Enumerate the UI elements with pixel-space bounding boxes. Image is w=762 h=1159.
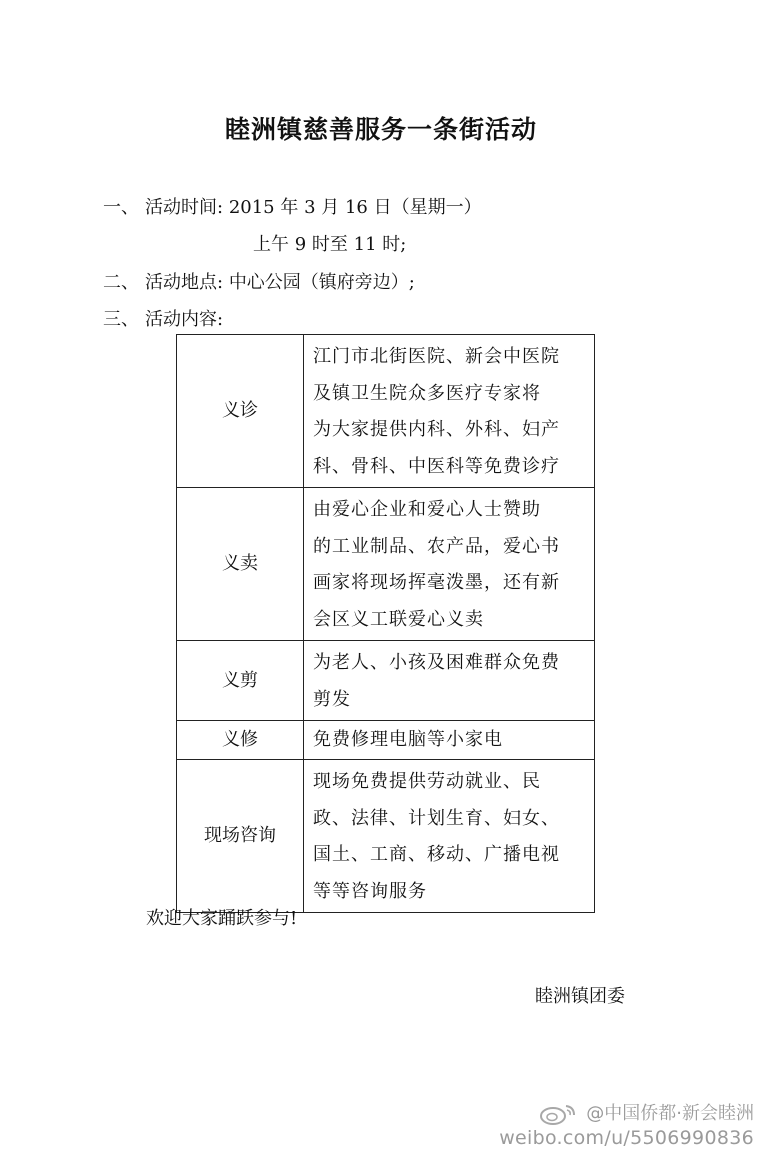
content-label: 活动内容: [145, 309, 224, 330]
table-row [177, 760, 595, 913]
document-title: 睦洲镇慈善服务一条街活动 [224, 115, 537, 144]
activities-table [176, 334, 595, 913]
description-line: 等等咨询服务 [313, 880, 427, 902]
time-value: 2015 年 3 月 16 日（星期一） [228, 197, 482, 218]
activity-category: 现场咨询 [177, 760, 304, 913]
table-row [177, 335, 595, 488]
activity-description [304, 641, 595, 721]
description-line: 为老人、小孩及困难群众免费 [313, 652, 560, 673]
section-number: 二、 [103, 272, 139, 293]
activity-description [304, 721, 595, 760]
activity-category: 义修 [177, 721, 304, 760]
activity-description [304, 335, 595, 488]
description-line: 江门市北街医院、新会中医院 [313, 346, 560, 367]
section-number: 一、 [103, 197, 139, 218]
content-line [103, 307, 223, 333]
description-line: 由爱心企业和爱心人士赞助 [313, 499, 541, 520]
place-line [103, 270, 415, 296]
description-line: 免费修理电脑等小家电 [313, 729, 503, 750]
time-line [103, 195, 482, 221]
weibo-handle: @中国侨都·新会睦洲 [586, 1103, 754, 1124]
description-line: 科、骨科、中医科等免费诊疗 [313, 455, 560, 477]
table-row [177, 641, 595, 721]
table-row [177, 488, 595, 641]
description-line: 国土、工商、移动、广播电视 [313, 844, 560, 865]
activity-category: 义诊 [177, 335, 304, 488]
description-line: 政、法律、计划生育、妇女、 [313, 807, 560, 829]
activity-category: 义剪 [177, 641, 304, 721]
weibo-watermark [499, 1102, 754, 1150]
time-label: 活动时间: [145, 197, 224, 218]
description-line: 剪发 [313, 688, 351, 710]
weibo-logo-icon [538, 1103, 582, 1125]
description-line: 为大家提供内科、外科、妇产 [313, 419, 560, 440]
table-row [177, 721, 595, 760]
activity-description [304, 488, 595, 641]
place-value: 中心公园（镇府旁边）; [228, 272, 415, 293]
signature: 睦洲镇团委 [535, 986, 625, 1007]
section-number: 三、 [103, 309, 139, 330]
description-line: 现场免费提供劳动就业、民 [313, 771, 541, 792]
place-label: 活动地点: [145, 272, 224, 293]
weibo-url: weibo.com/u/5506990836 [499, 1127, 754, 1149]
description-line: 及镇卫生院众多医疗专家将 [313, 382, 541, 404]
time-hours: 上午 9 时至 11 时; [253, 234, 407, 255]
description-line: 的工业制品、农产品，爱心书 [313, 535, 560, 557]
activity-category: 义卖 [177, 488, 304, 641]
activity-description [304, 760, 595, 913]
description-line: 会区义工联爱心义卖 [313, 608, 484, 630]
description-line: 画家将现场挥毫泼墨，还有新 [313, 572, 560, 593]
welcome-text: 欢迎大家踊跃参与! [146, 908, 298, 929]
